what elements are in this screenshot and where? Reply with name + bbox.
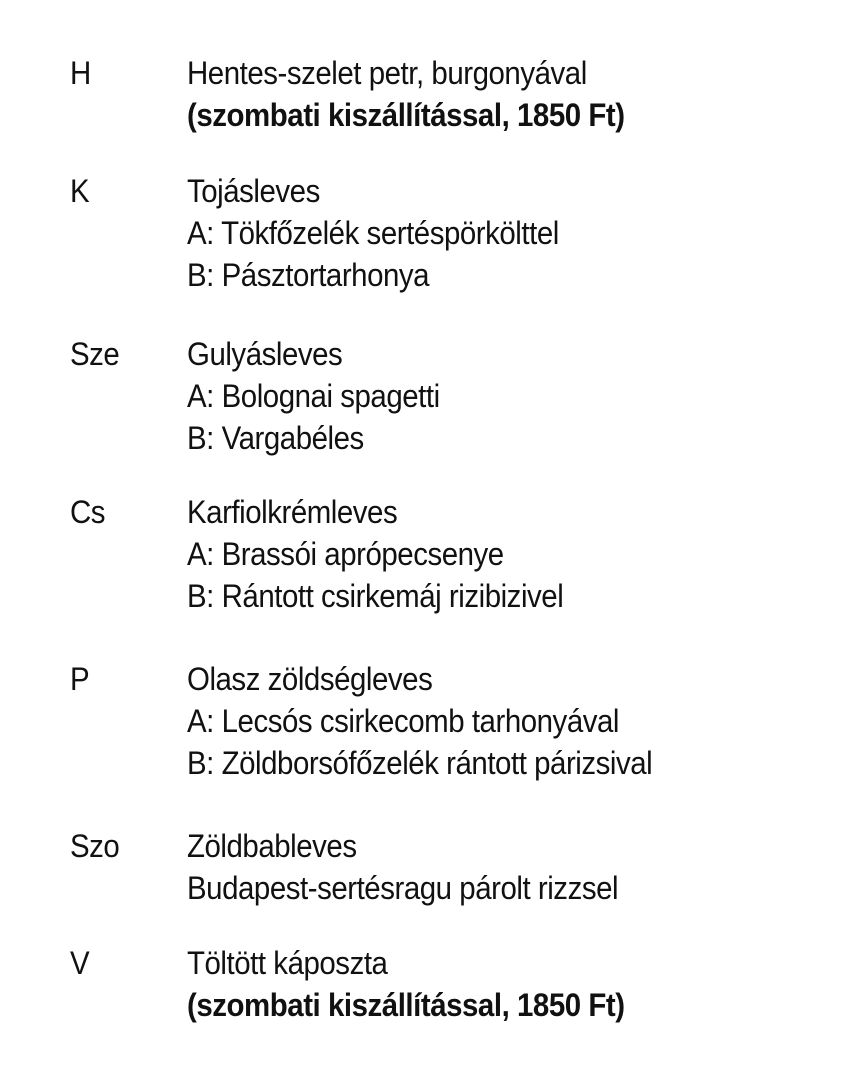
day-code: K bbox=[70, 173, 90, 209]
day-code: Sze bbox=[70, 336, 120, 372]
option-b-line: B: Rántott csirkemáj rizibizivel bbox=[187, 578, 564, 614]
day-code: H bbox=[70, 55, 91, 91]
option-b-line: B: Pásztortarhonya bbox=[187, 257, 430, 293]
soup-line: Tojásleves bbox=[187, 173, 320, 209]
option-a-line: A: Tökfőzelék sertéspörkölttel bbox=[187, 215, 559, 251]
soup-line: Olasz zöldségleves bbox=[187, 661, 433, 697]
day-code: Cs bbox=[70, 494, 106, 530]
dish-list bbox=[187, 658, 827, 784]
dish-list bbox=[187, 52, 827, 136]
dish-line: Töltött káposzta bbox=[187, 945, 388, 981]
option-b-line: B: Zöldborsófőzelék rántott párizsival bbox=[187, 745, 653, 781]
option-a-line: A: Lecsós csirkecomb tarhonyával bbox=[187, 703, 619, 739]
price-note: (szombati kiszállítással, 1850 Ft) bbox=[187, 987, 625, 1023]
day-code: P bbox=[70, 661, 90, 697]
day-code: V bbox=[70, 945, 90, 981]
dish-list bbox=[187, 170, 827, 296]
day-code: Szo bbox=[70, 828, 120, 864]
soup-line: Karfiolkrémleves bbox=[187, 494, 398, 530]
main-dish-line: Budapest-sertésragu párolt rizzsel bbox=[187, 870, 619, 906]
dish-list bbox=[187, 333, 827, 459]
price-note: (szombati kiszállítással, 1850 Ft) bbox=[187, 97, 625, 133]
dish-list bbox=[187, 491, 827, 617]
soup-line: Gulyásleves bbox=[187, 336, 343, 372]
dish-list bbox=[187, 825, 827, 909]
soup-line: Zöldbableves bbox=[187, 828, 357, 864]
option-b-line: B: Vargabéles bbox=[187, 420, 364, 456]
dish-list bbox=[187, 942, 827, 1026]
dish-line: Hentes-szelet petr, burgonyával bbox=[187, 55, 587, 91]
option-a-line: A: Bolognai spagetti bbox=[187, 378, 440, 414]
option-a-line: A: Brassói aprópecsenye bbox=[187, 536, 504, 572]
